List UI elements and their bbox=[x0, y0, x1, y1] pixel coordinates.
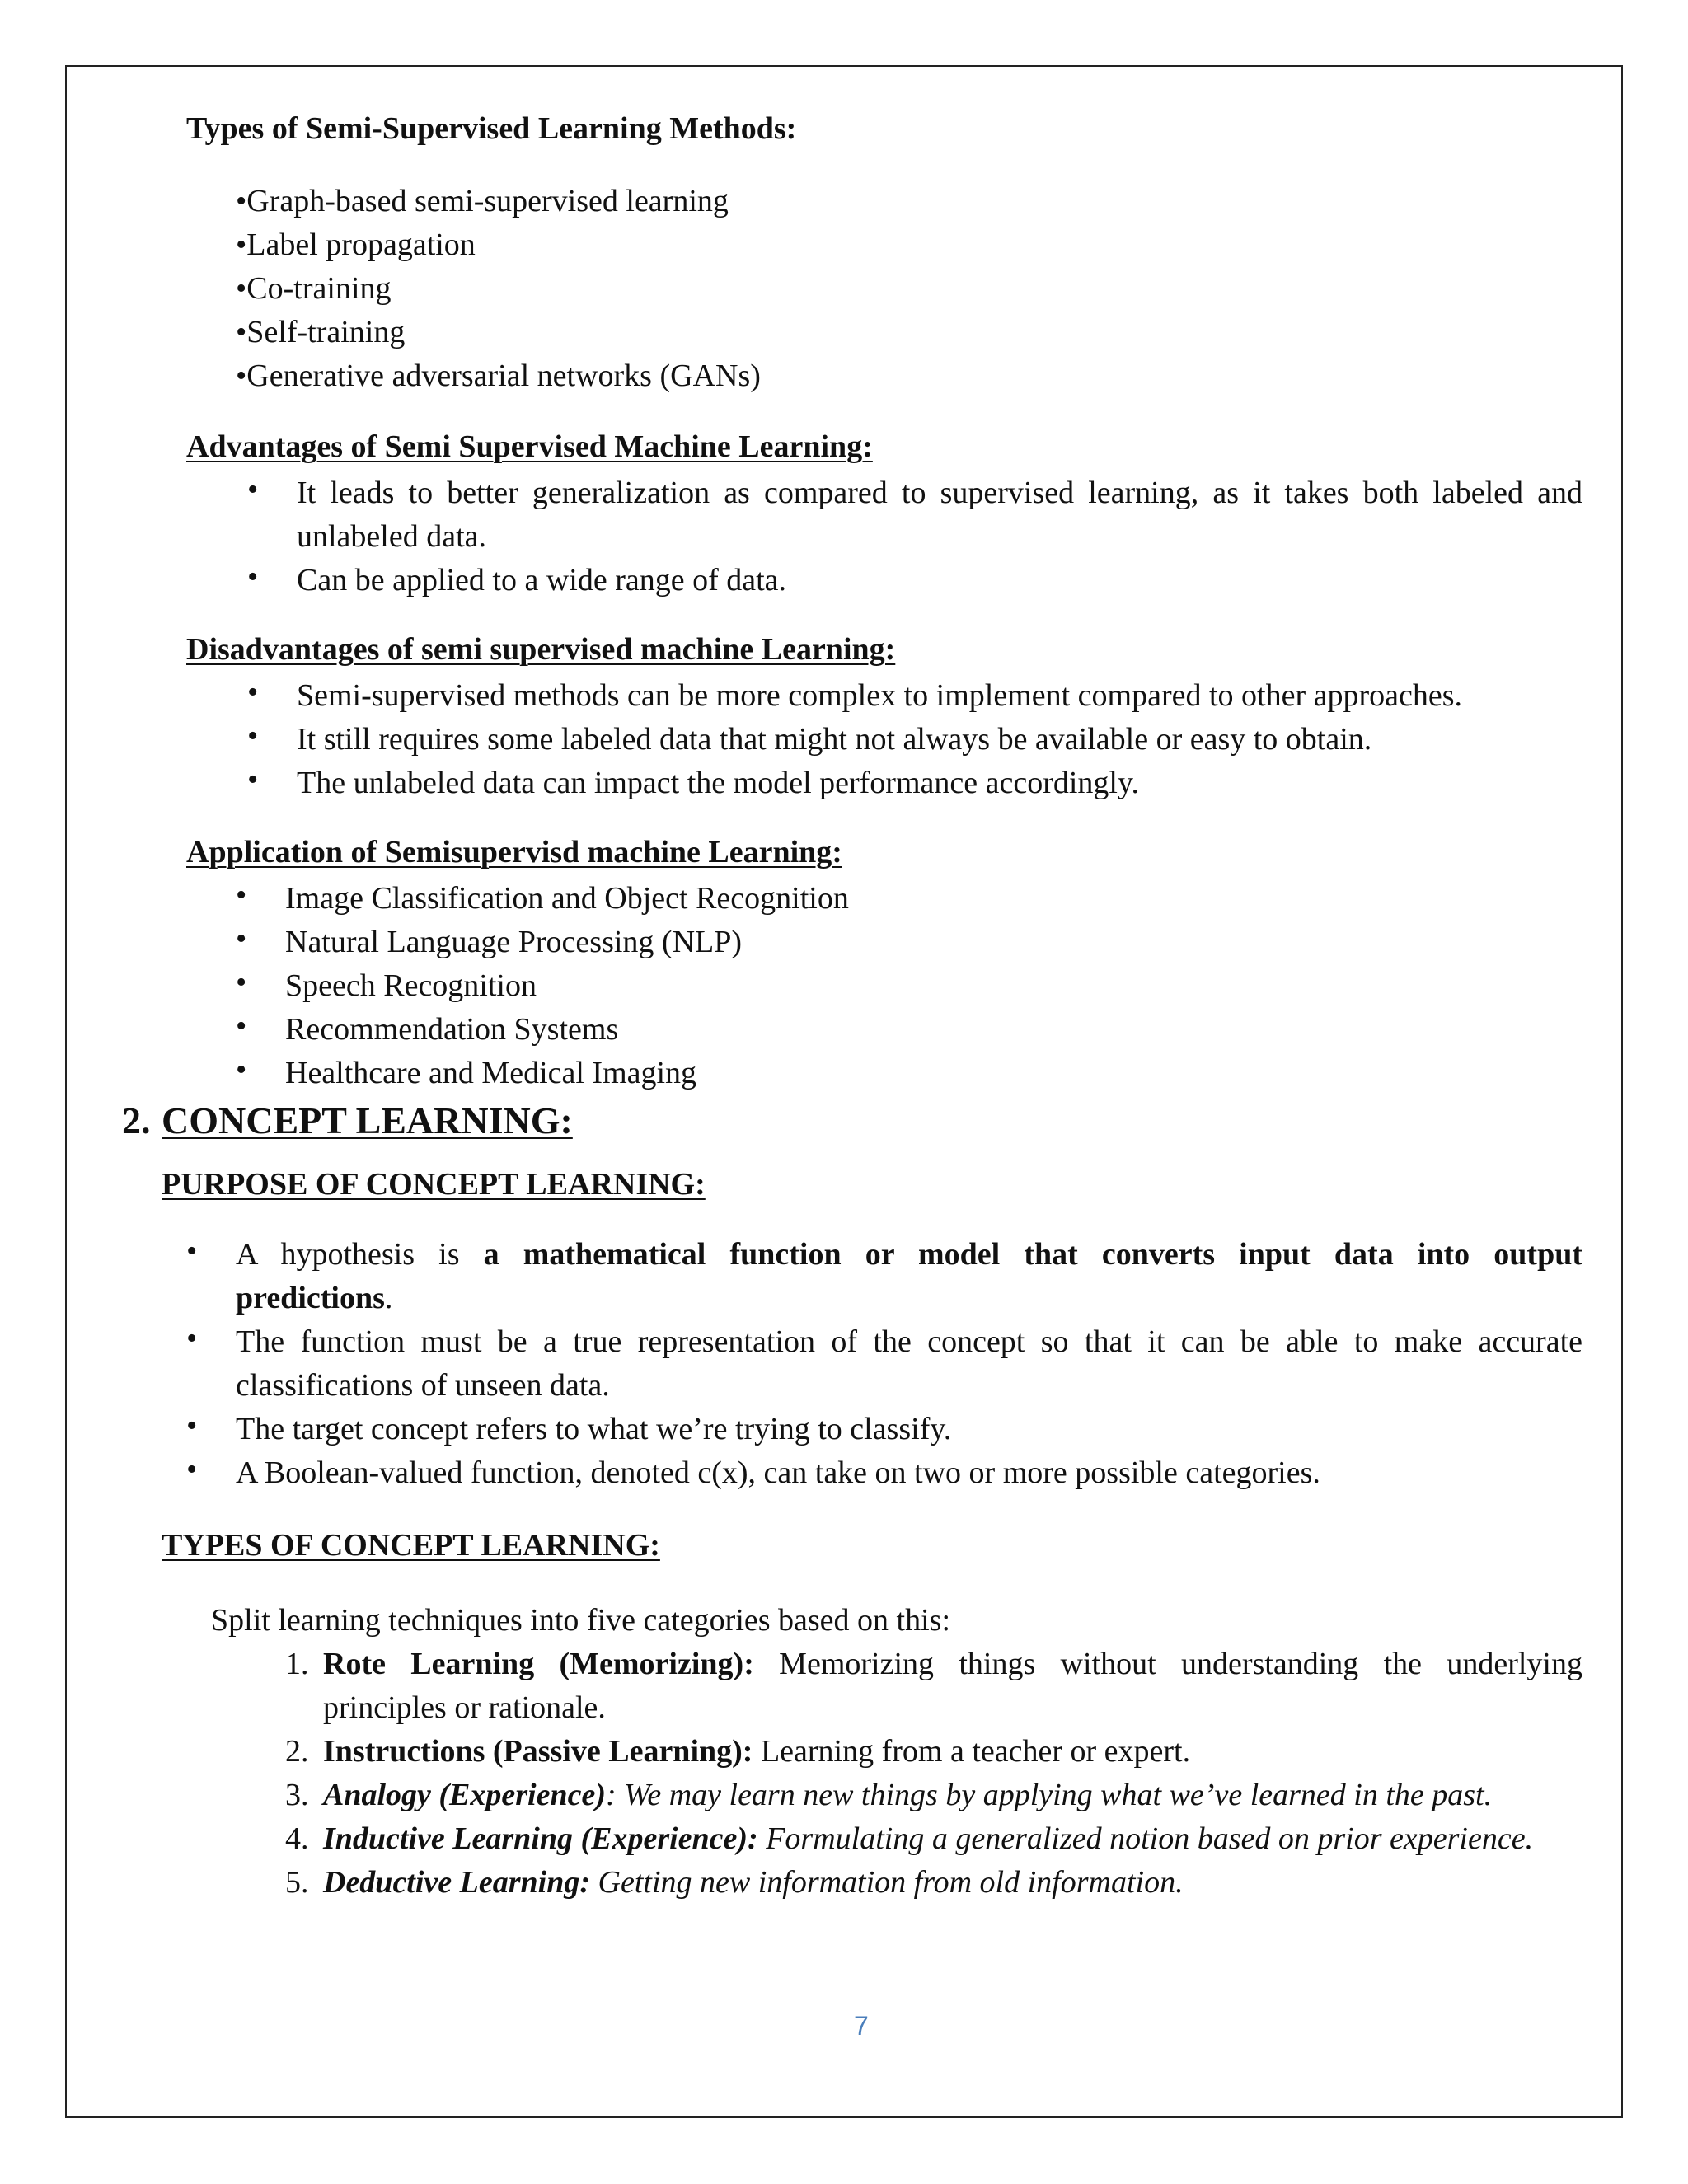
list-number: 3. bbox=[285, 1778, 309, 1812]
bullet: • bbox=[186, 1452, 198, 1487]
list-item: Deductive Learning: Getting new information from old information. bbox=[323, 1865, 1184, 1900]
bullet: • bbox=[236, 1052, 247, 1087]
types-item: •Self-training bbox=[236, 315, 406, 349]
purpose-item: A Boolean-valued function, denoted c(x), can take on two or more possible categories. bbox=[236, 1455, 1320, 1490]
bullet: • bbox=[186, 1321, 198, 1356]
types-item: •Label propagation bbox=[236, 227, 476, 262]
list-number: 2. bbox=[285, 1734, 309, 1769]
disadvantage-item: The unlabeled data can impact the model performance accordingly. bbox=[297, 766, 1140, 800]
bullet: • bbox=[247, 762, 259, 797]
purpose-item-line2: classifications of unseen data. bbox=[236, 1368, 610, 1403]
disadvantage-item: It still requires some labeled data that might not always be available or easy to obtain. bbox=[297, 722, 1372, 757]
bullet: • bbox=[236, 1009, 247, 1043]
list-number: 1. bbox=[285, 1647, 309, 1681]
types-item: •Generative adversarial networks (GANs) bbox=[236, 359, 761, 393]
section-title: CONCEPT LEARNING: bbox=[162, 1099, 573, 1141]
bullet: • bbox=[247, 472, 259, 507]
page-number: 7 bbox=[854, 2011, 869, 2041]
bullet: • bbox=[247, 719, 259, 753]
application-item: Healthcare and Medical Imaging bbox=[285, 1056, 697, 1090]
disadvantage-item: Semi-supervised methods can be more complex to implement compared to other approaches. bbox=[297, 678, 1463, 713]
bullet: • bbox=[236, 965, 247, 1000]
disadvantages-heading: Disadvantages of semi supervised machine Learning: bbox=[186, 632, 896, 667]
application-item: Recommendation Systems bbox=[285, 1012, 619, 1047]
types-item: •Co-training bbox=[236, 271, 392, 306]
advantage-item-line2: unlabeled data. bbox=[297, 519, 487, 554]
list-number: 5. bbox=[285, 1865, 309, 1900]
bullet: • bbox=[236, 921, 247, 956]
bullet: • bbox=[247, 675, 259, 710]
types-heading: Types of Semi-Supervised Learning Methods: bbox=[186, 111, 797, 146]
bullet: • bbox=[247, 560, 259, 594]
purpose-item-line2: predictions. bbox=[236, 1281, 393, 1315]
purpose-item-line1: A hypothesis is a mathematical function or model that converts input data into output bbox=[236, 1237, 1582, 1272]
list-number: 4. bbox=[285, 1821, 309, 1856]
purpose-heading: PURPOSE OF CONCEPT LEARNING: bbox=[162, 1167, 706, 1202]
types-item: •Graph-based semi-supervised learning bbox=[236, 184, 729, 218]
types-concept-heading: TYPES OF CONCEPT LEARNING: bbox=[162, 1528, 660, 1563]
advantage-item: Can be applied to a wide range of data. bbox=[297, 563, 787, 598]
list-item-line1: Rote Learning (Memorizing): Memorizing things without understanding the underlying bbox=[323, 1647, 1582, 1681]
list-item-line2: principles or rationale. bbox=[323, 1690, 606, 1725]
advantage-item-line1: It leads to better generalization as compared to supervised learning, as it takes both labeled and bbox=[297, 476, 1582, 510]
bullet: • bbox=[186, 1408, 198, 1443]
list-item: Instructions (Passive Learning): Learning from a teacher or expert. bbox=[323, 1734, 1191, 1769]
advantages-heading: Advantages of Semi Supervised Machine Learning: bbox=[186, 429, 873, 464]
application-item: Natural Language Processing (NLP) bbox=[285, 925, 743, 959]
purpose-item-line1: The function must be a true representation of the concept so that it can be able to make accurate bbox=[236, 1324, 1582, 1359]
bullet: • bbox=[236, 878, 247, 912]
purpose-item: The target concept refers to what we’re trying to classify. bbox=[236, 1412, 952, 1446]
section-number: 2. bbox=[122, 1099, 151, 1141]
applications-heading: Application of Semisupervisd machine Learning: bbox=[186, 835, 842, 869]
application-item: Image Classification and Object Recognition bbox=[285, 881, 849, 916]
list-item: Analogy (Experience): We may learn new things by applying what we’ve learned in the past. bbox=[323, 1778, 1493, 1812]
list-item: Inductive Learning (Experience): Formulating a generalized notion based on prior experience. bbox=[323, 1821, 1534, 1856]
bullet: • bbox=[186, 1234, 198, 1268]
application-item: Speech Recognition bbox=[285, 968, 537, 1003]
types-intro: Split learning techniques into five categories based on this: bbox=[211, 1603, 951, 1638]
